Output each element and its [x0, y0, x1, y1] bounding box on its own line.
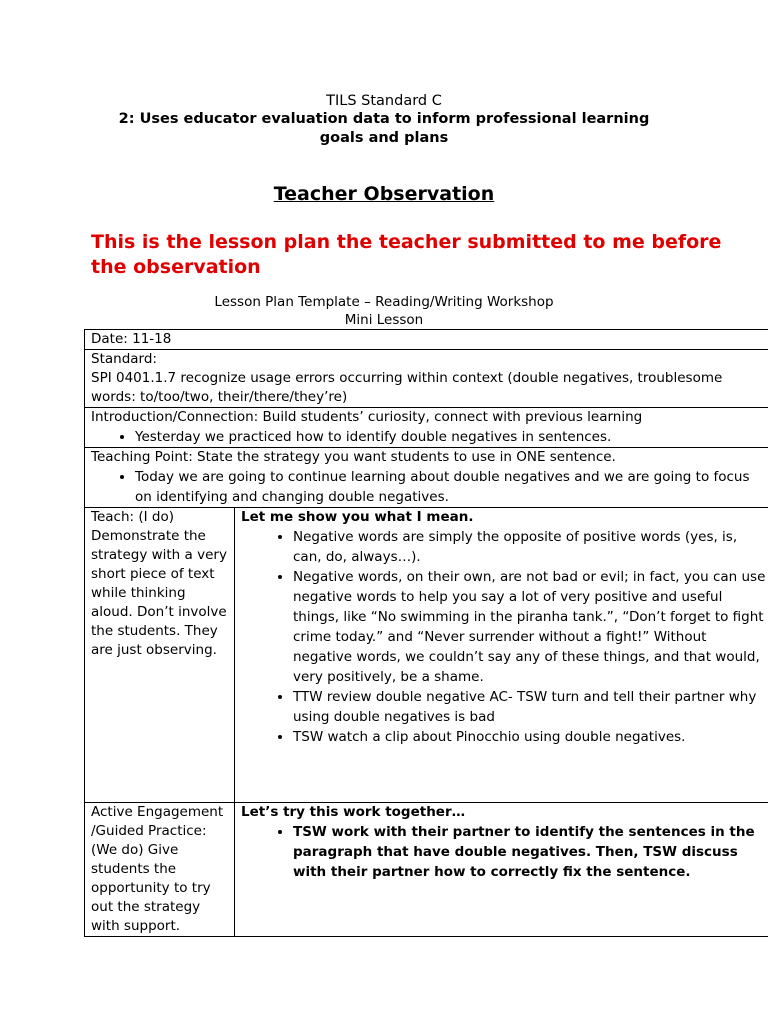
template-title: Lesson Plan Template – Reading/Writing Workshop: [214, 294, 554, 310]
page-title: Teacher Observation: [273, 183, 495, 205]
teaching-point-cell: [85, 448, 768, 508]
teach-bullet: • Negative words are simply the opposite of positive words (yes, is, can, do, always…).: [293, 527, 768, 567]
standard-description-line2: goals and plans: [319, 130, 449, 146]
active-engagement-bullet: • TSW work with their partner to identify the sentences in the paragraph that have double negatives. Then, TSW discuss with their partner how to correctly fix the sentence.: [293, 822, 768, 882]
active-engagement-lead: Let’s try this work together…: [241, 804, 466, 820]
teach-bullet: • TSW watch a clip about Pinocchio using double negatives.: [293, 727, 768, 747]
standard-description-line1: 2: Uses educator evaluation data to inform professional learning: [118, 111, 650, 127]
date-cell: Date: 11-18: [85, 330, 768, 350]
introduction-label: Introduction/Connection: Build students’ curiosity, connect with previous learning: [91, 409, 643, 425]
lesson-plan-table: [84, 329, 768, 937]
teach-content-cell: [235, 508, 768, 803]
template-subtitle: Mini Lesson: [344, 312, 424, 328]
observation-note: This is the lesson plan the teacher submitted to me before the observation: [91, 231, 722, 278]
standard-text: SPI 0401.1.7 recognize usage errors occurring within context (double negatives, troublesome words: to/too/two, their/there/they’re): [91, 370, 723, 405]
teach-bullet: • TTW review double negative AC- TSW turn and tell their partner why using double negatives is bad: [293, 687, 768, 727]
introduction-cell: [85, 408, 768, 448]
teach-bullet: • Negative words, on their own, are not bad or evil; in fact, you can use negative words to help you say a lot of very positive and useful things, like “No swimming in the piranha tank.”, “Don’t forget to fight crime today.” and “Never surrender without a fight!” Without negative words, we couldn’t say any of these things, and that would, very positively, be a shame.: [293, 567, 768, 687]
standard-label: Standard:: [91, 351, 157, 367]
active-engagement-content-cell: [235, 803, 768, 937]
teach-lead: Let me show you what I mean.: [241, 509, 474, 525]
introduction-bullet: • Yesterday we practiced how to identify double negatives in sentences.: [135, 427, 768, 447]
teach-label-cell: Teach: (I do) Demonstrate the strategy with a very short piece of text while thinking aloud. Don’t involve the students. They are just observing.: [85, 508, 235, 803]
standard-heading: TILS Standard C: [326, 93, 442, 109]
teaching-point-bullet: • Today we are going to continue learning about double negatives and we are going to focus on identifying and changing double negatives.: [135, 467, 768, 507]
active-engagement-label-cell: Active Engagement /Guided Practice: (We do) Give students the opportunity to try out the strategy with support.: [85, 803, 235, 937]
teaching-point-label: Teaching Point: State the strategy you want students to use in ONE sentence.: [91, 449, 616, 465]
standard-cell: [85, 350, 768, 408]
